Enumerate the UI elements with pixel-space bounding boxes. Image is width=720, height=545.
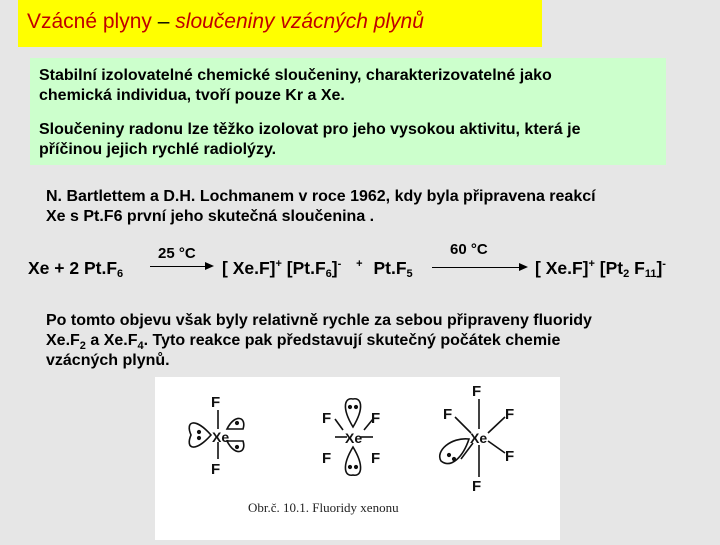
fluorine-f: F <box>629 258 645 278</box>
bracket-close: ] <box>331 258 338 278</box>
xef4-formula: a Xe.F <box>85 332 138 349</box>
subscript-2: 2 <box>623 268 630 280</box>
electron-dot <box>198 437 201 440</box>
lone-pair <box>189 423 211 447</box>
atom-xe: Xe <box>212 429 230 445</box>
reaction-arrow-1-head <box>205 262 214 270</box>
bond <box>488 441 505 453</box>
electron-dot <box>198 431 201 434</box>
subscript-2: 2 <box>79 340 86 353</box>
superscript-plus: + <box>588 258 595 270</box>
plus-sign-2: + <box>356 258 363 270</box>
reaction-arrow-1-line <box>150 266 206 267</box>
atom-xe: Xe <box>345 430 363 446</box>
electron-dot <box>448 454 451 457</box>
bartlett-line1: N. Bartlettem a D.H. Lochmanem v roce 1962, kdy byla připravena reakcí <box>46 188 596 205</box>
bartlett-line2: Xe s Pt.F6 první jeho skutečná sloučenina . <box>46 208 375 225</box>
atom-f: F <box>443 406 453 423</box>
atom-f: F <box>371 450 381 467</box>
electron-dot <box>349 466 352 469</box>
electron-dot <box>349 406 352 409</box>
green-para1-line2: chemická individua, tvoří pouze Kr a Xe. <box>39 87 345 104</box>
subscript-6: 6 <box>117 268 124 280</box>
plus-sign-1: + <box>54 258 65 278</box>
after-line3: vzácných plynů. <box>46 352 170 369</box>
subscript-4: 4 <box>137 340 144 353</box>
reaction-arrow-2-line <box>432 267 520 268</box>
reactant-xe: Xe <box>28 258 50 278</box>
final-product <box>535 258 666 280</box>
lone-pair <box>345 447 360 475</box>
atom-f: F <box>211 461 221 478</box>
xef-cation: [ Xe.F] <box>222 258 276 278</box>
atom-f: F <box>472 478 482 495</box>
green-para2-line2: příčinou jejich rychlé radiolýzy. <box>39 141 277 158</box>
reaction-arrow-2-head <box>519 263 528 271</box>
green-para2-line1: Sloučeniny radonu lze těžko izolovat pro jeho vysokou aktivitu, která je <box>39 121 581 138</box>
figure-caption: Obr.č. 10.1. Fluoridy xenonu <box>248 500 399 515</box>
electron-dot <box>355 406 358 409</box>
reactants <box>28 258 123 280</box>
xenon-fluorides-figure <box>155 377 560 540</box>
title-dash: – <box>157 10 170 33</box>
bond <box>335 419 343 430</box>
after-line1: Po tomto objevu však byly relativně rychle za sebou připraveny fluoridy <box>46 312 592 329</box>
reactant-ptf6: 2 Pt.F <box>69 258 118 278</box>
atom-f: F <box>505 448 515 465</box>
xef2-formula: Xe.F <box>46 332 80 349</box>
condition-60c: 60 °C <box>450 241 488 258</box>
title-italic: sloučeniny vzácných plynů <box>175 10 424 33</box>
electron-dot <box>355 466 358 469</box>
atom-f: F <box>211 394 221 411</box>
subscript-6: 6 <box>325 268 332 280</box>
superscript-plus: + <box>275 258 282 270</box>
condition-25c: 25 °C <box>158 245 196 262</box>
atom-f: F <box>505 406 515 423</box>
bracket-close: ] <box>656 258 663 278</box>
atom-f: F <box>371 410 381 427</box>
electron-dot <box>236 446 239 449</box>
title-main: Vzácné plyny <box>27 10 152 33</box>
electron-dot <box>236 422 239 425</box>
green-para1-line1: Stabilní izolovatelné chemické sloučeniny, charakterizovatelné jako <box>39 67 552 84</box>
ptf6-anion: [Pt.F <box>281 258 326 278</box>
xef-cation-2: [ Xe.F] <box>535 258 589 278</box>
bond <box>488 417 505 433</box>
atom-xe: Xe <box>470 430 488 446</box>
intermediate-product <box>222 258 413 280</box>
after-line2-rest: . Tyto reakce pak představují skutečný počátek chemie <box>143 332 561 349</box>
subscript-5: 5 <box>406 268 413 280</box>
atom-f: F <box>472 383 482 400</box>
lone-pair <box>345 399 360 427</box>
page-title <box>27 10 424 34</box>
atom-f: F <box>322 410 332 427</box>
superscript-minus: - <box>662 258 666 270</box>
pt2f11-anion: [Pt <box>594 258 624 278</box>
atom-f: F <box>322 450 332 467</box>
ptf5: Pt.F <box>373 258 407 278</box>
bond <box>455 417 471 433</box>
superscript-minus: - <box>337 258 342 270</box>
subscript-11: 11 <box>644 268 657 280</box>
electron-dot <box>453 458 456 461</box>
